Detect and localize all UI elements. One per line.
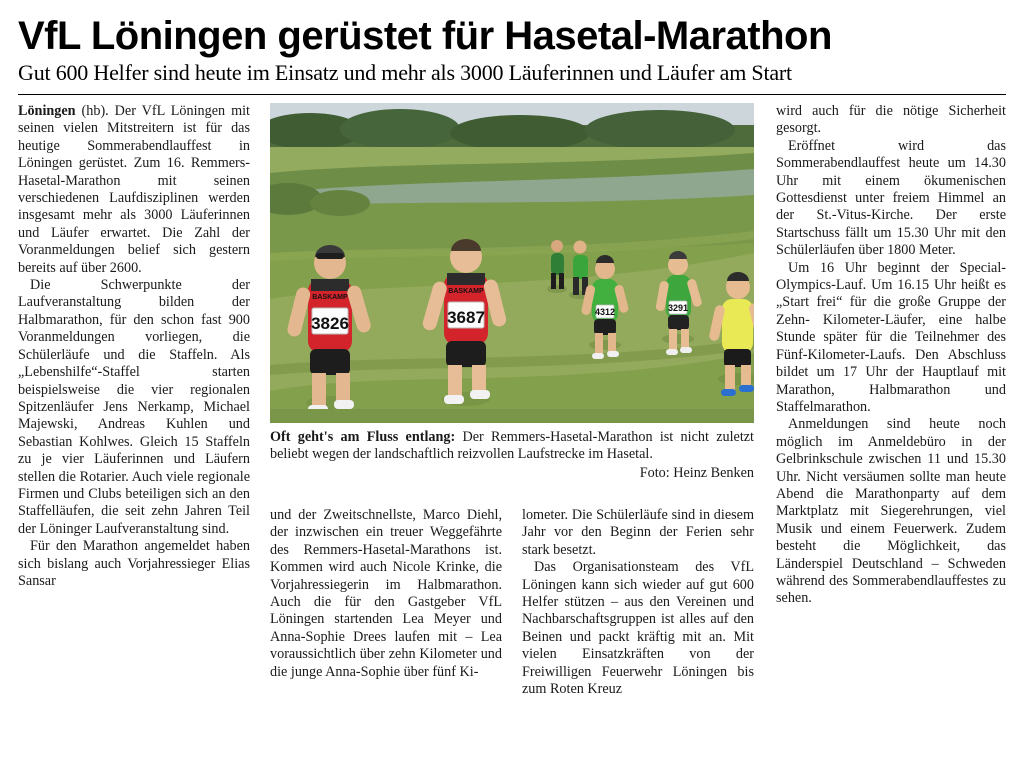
bib-number: 4312 (594, 307, 616, 317)
paragraph-right-2: Eröffnet wird das Sommerabendlauffest heute um 14.30 Uhr mit einem ökumenischen Gottesdienst unter freiem Himmel an der St.-Vitus-Kirche. Der erste Startschuss fällt um 15.30 Uhr mit den Schülerläufen über 1800 Meter. (776, 137, 1006, 259)
paragraph-left-1 (18, 103, 250, 277)
column-mid-right (522, 507, 754, 698)
article-photo (270, 103, 754, 423)
photo-caption-lead: Oft geht's am Fluss entlang: (270, 429, 456, 445)
column-right (776, 103, 1006, 608)
column-left (18, 103, 250, 590)
article-columns (18, 103, 1006, 763)
photo-caption (270, 429, 754, 464)
bib-number: 3687 (447, 308, 485, 327)
paragraph-mid2-2: Das Organisationsteam des VfL Löningen kann sich wieder auf gut 600 Helfer stützen – aus den Vereinen und Nachbarschaftsgruppen ist alles auf den Beinen und packt kräftig mit an. Mit vielen Einsatzkräften von der Freiwilligen Feuerwehr Löningen bis zum Roten Kreuz (522, 559, 754, 698)
photo-block (270, 103, 754, 482)
column-mid-left (270, 507, 502, 681)
team-text: BASKAMP (312, 294, 348, 301)
photo-illustration (270, 103, 754, 423)
page-title: VfL Löningen gerüstet für Hasetal-Marathon (18, 14, 832, 58)
photo-credit: Foto: Heinz Benken (639, 464, 754, 481)
paragraph-right-3: Um 16 Uhr beginnt der Special-Olympics-Lauf. Um 16.15 Uhr heißt es „Start frei“ für die große Gruppe der Zehn- Kilometer-Läufer, eine halbe Stunde später für die Teilnehmer des Fünf-Kilometer-Laufs. Den Abschluss bildet um 17 Uhr der Hauptlauf mit Marathon, Halbmarathon und Staffelmarathon. (776, 259, 1006, 415)
dateline-source: (hb). (81, 103, 109, 119)
dateline: Löningen (18, 103, 76, 119)
paragraph-left-3: Für den Marathon angemeldet haben sich bislang auch Vorjahressieger Elias Sansar (18, 538, 250, 589)
team-text: BASKAMP (448, 288, 484, 295)
subheadline: Gut 600 Helfer sind heute im Einsatz und mehr als 3000 Läuferinnen und Läufer am Start (18, 60, 792, 85)
paragraph-left-2: Die Schwerpunkte der Laufveranstaltung bilden der Halbmarathon, für den schon fast 900 Voranmeldungen vorliegen, die Schülerläufe und die Staffeln. Als „Lebenshilfe“-Staffel starten beispielsweise die vier regionalen Spitzenläufer Jens Nerkamp, Michael Majewski, Andreas Kuhlen und Sebastian Kohlwes. Gleich 15 Staffeln zu je vier Läuferinnen und Läufern stellen die Rotarier. Auch viele regionale Firmen und Clubs beteiligen sich an den Staffelläufen, die seit zehn Jahren Teil der Löninger Laufveranstaltung sind. (18, 277, 250, 537)
bib-number: 3826 (311, 314, 349, 333)
paragraph-mid1-1: und der Zweitschnellste, Marco Diehl, der inzwischen ein treuer Weggefährte des Remmers-Hasetal-Marathons ist. Kommen wird auch Nicole Krinke, die Vorjahressiegerin im Halbmarathon. Auch die für den Gastgeber VfL Löningen startenden Lea Meyer und Anna-Sophie Drees laufen mit – Lea voraussichtlich über zehn Kilometer und die junge Anna-Sophie über fünf Ki- (270, 507, 502, 680)
bib-number: 3291 (667, 303, 689, 313)
header-divider (18, 94, 1006, 95)
photo-caption-text: Der Remmers-Hasetal-Marathon ist nicht zuletzt beliebt wegen der landschaftlich reizvollen Laufstrecke im Hasetal. (270, 429, 754, 463)
paragraph-right-4: Anmeldungen sind heute noch möglich im Anmeldebüro in der Gelbrinkschule zwischen 11 und 15.30 Uhr. Nicht versäumen sollte man heute Abend die Marathonparty auf dem Marktplatz mit Siegerehrungen, viel Musik und einem Feuerwerk. Zudem besteht die Möglichkeit, das Länderspiel Deutschland – Schweden während des Sommerabendlauffestes zu sehen. (776, 416, 1006, 607)
paragraph-right-1: wird auch für die nötige Sicherheit gesorgt. (776, 103, 1006, 137)
paragraph-mid2-1: lometer. Die Schülerläufe sind in diesem Jahr vor den Beginn der Ferien sehr stark besetzt. (522, 507, 754, 558)
paragraph-left-1-text: Der VfL Löningen mit seinen vielen Mitstreitern ist für das heutige Sommerabendlauffest in Löningen gerüstet. Zum 16. Remmers-Hasetal-Marathon mit seinen verschiedenen Laufdisziplinen werden insgesamt mehr als 3000 Läuferinnen und Läufer erwartet. Die Zahl der Voranmeldungen belief sich gestern bereits auf über 2600. (18, 103, 250, 276)
